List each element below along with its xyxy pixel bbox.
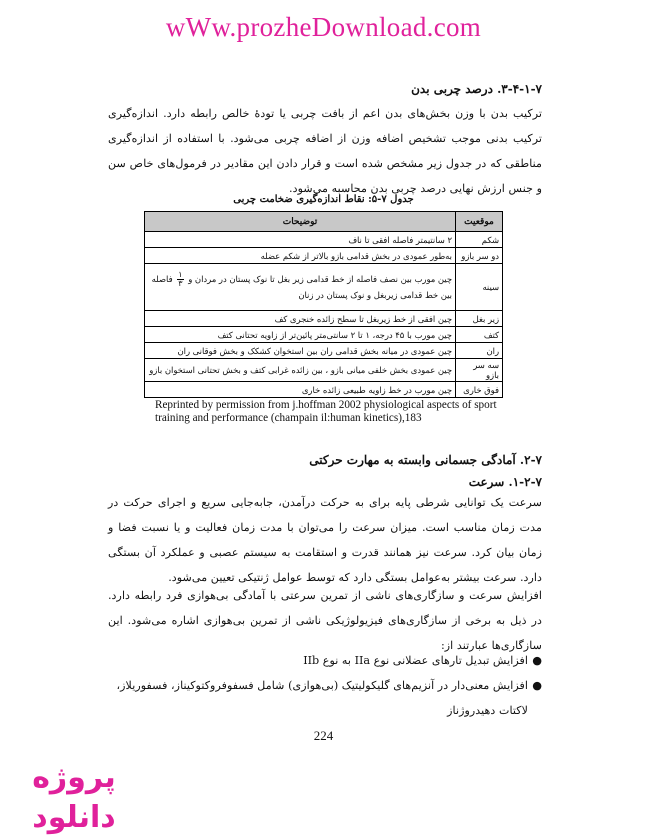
bullet-icon: ● — [532, 679, 542, 692]
watermark-url: wWw.prozheDownload.com — [165, 12, 482, 42]
site-cell: کتف — [456, 327, 503, 343]
list-item — [108, 648, 542, 673]
site-cell: شکم — [456, 232, 503, 248]
table-row — [145, 327, 503, 343]
site-cell: ران — [456, 343, 503, 359]
logo-text-top: پروژه — [32, 760, 116, 795]
description-part-b: فاصله بین خط قدامی زیربغل و نوک پستان در زنان — [151, 274, 452, 300]
table-row — [145, 232, 503, 248]
description-part-a: چین مورب بین نصف فاصله از خط قدامی زیر بغل تا نوک پستان در مردان و — [188, 274, 452, 284]
description-cell: چین عمودی بخش خلفی میانی بازو ، بین زائده غرابی کتف و بخش تحتانی استخوان بازو — [145, 359, 456, 382]
list-item-text: افزایش معنی‌دار در آنزیم‌های گلیکولیتیک (بی‌هوازی) شامل فسفوفروکتوکیناز، فسفوریلاز، لاکتات دهیدروژناز — [116, 679, 528, 717]
table-header-row — [145, 212, 503, 232]
description-cell — [145, 264, 456, 311]
site-cell: سه سر بازو — [456, 359, 503, 382]
table-row — [145, 359, 503, 382]
description-cell: چین مورب با ۴۵ درجه، ۱ تا ۲ سانتی‌متر پائین‌تر از زاویه تحتانی کتف — [145, 327, 456, 343]
fraction-numerator: ۱ — [178, 270, 183, 279]
table-row — [145, 248, 503, 264]
table-row — [145, 264, 503, 311]
list-item — [108, 673, 542, 723]
intro-paragraph: ترکیب بدن با وزن بخش‌های بدن اعم از بافت چربی یا تودهٔ خالص رابطه دارد. اندازه‌گیری ترکیب بدنی موجب تشخیص اضافه وزن از اضافه چربی می‌شود. با استفاده از اندازه‌گیری مناطقی که در جدول زیر مشخص شده است و قرار دادن این مقادیر در فرمول‌های خاص سن و جنس ارزش نهایی درصد چربی بدن محاسبه می‌شود. — [108, 107, 542, 195]
subsection-heading: ۱-۲-۷. سرعت — [468, 475, 542, 489]
fraction-denominator: ۳ — [178, 279, 183, 288]
table-caption: جدول ۷-۵: نقاط اندازه‌گیری ضخامت چربی — [233, 194, 414, 205]
table-row — [145, 311, 503, 327]
prozhe-download-logo — [2, 755, 152, 835]
reprint-note: Reprinted by permission from j.hoffman 2002 physiological aspects of sport training and performance (champain il:human kinetics),183 — [155, 399, 497, 424]
section-title: ۳-۴-۱-۷. درصد چربی بدن — [411, 82, 542, 96]
site-cell: زیر بغل — [456, 311, 503, 327]
list-item-text: افزایش تبدیل تارهای عضلانی نوع IIa به نوع IIb — [303, 654, 528, 667]
description-cell: چین افقی از خط زیربغل تا سطح زائده خنجری کف — [145, 311, 456, 327]
description-cell: چین عمودی در میانه بخش قدامی ران بین استخوان کشکک و بخش فوقانی ران — [145, 343, 456, 359]
site-cell: دو سر بازو — [456, 248, 503, 264]
description-cell: چین مورب در خط زاویه طبیعی زائده خاری — [145, 382, 456, 398]
adaptation-list — [108, 648, 542, 723]
site-cell: سینه — [456, 264, 503, 311]
fraction — [177, 271, 183, 288]
bullet-icon: ● — [532, 654, 542, 667]
description-cell: ۲ سانتیمتر فاصله افقی تا ناف — [145, 232, 456, 248]
description-cell: به‌طور عمودی در بخش قدامی بازو بالاتر از شکم عضله — [145, 248, 456, 264]
site-cell: فوق خاری — [456, 382, 503, 398]
section-heading: ۲-۷. آمادگی جسمانی وابسته به مهارت حرکتی — [309, 453, 542, 467]
header-site: موقعیت — [456, 212, 503, 232]
body-fat-sites-table — [144, 211, 503, 398]
logo-text-bottom: دانلود — [32, 800, 116, 835]
table-row — [145, 343, 503, 359]
speed-paragraph: سرعت یک توانایی شرطی پایه برای به حرکت درآمدن، جابه‌جایی سریع و اجرای حرکت در مدت زمان مناسب است. میزان سرعت را می‌توان با مدت زمان فعالیت و یا نسبت فضا و زمان بیان کرد. سرعت نیز همانند قدرت و استقامت به سیستم عصبی و عملکرد آن بستگی دارد. سرعت بیشتر به‌عوامل بستگی دارد که توسط عوامل ژنتیکی تعیین می‌شود. — [108, 496, 542, 584]
header-description: توضیحات — [145, 212, 456, 232]
table-row — [145, 382, 503, 398]
page-number: 224 — [313, 728, 334, 743]
adaptation-paragraph: افزایش سرعت و سازگاری‌های ناشی از تمرین سرعتی با آمادگی بی‌هوازی فرد رابطه دارد. در ذیل به برخی از سازگاری‌های فیزیولوژیکی ناشی از تمرین بی‌هوازی اشاره می‌شود. این سازگاری‌ها عبارتند از: — [108, 589, 542, 652]
